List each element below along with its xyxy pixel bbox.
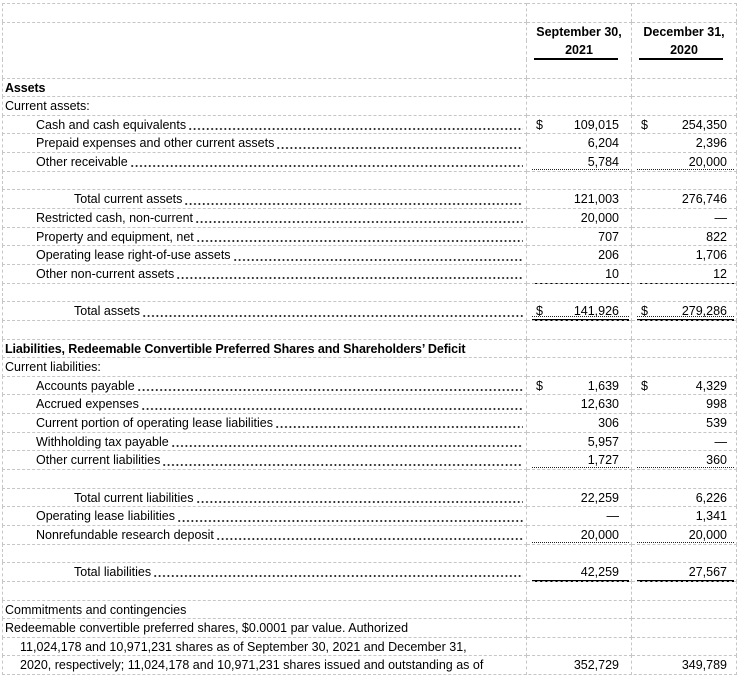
dot-leader (275, 414, 523, 433)
label-cell (2, 376, 527, 396)
amount: — (714, 434, 727, 449)
dollar-sign: $ (536, 117, 543, 132)
label-cell (2, 227, 527, 247)
label-cell (2, 413, 527, 433)
amount: 306 (598, 416, 619, 431)
row-label: Total current liabilities (74, 490, 194, 505)
dot-leader (216, 526, 523, 545)
label-cell (2, 637, 527, 657)
value-cell-col2 (632, 469, 737, 488)
value-cell-col1 (527, 637, 632, 657)
table-row (2, 339, 737, 358)
label-cell (2, 357, 527, 377)
row-label: Current assets: (5, 99, 90, 114)
dollar-sign: $ (536, 378, 543, 393)
amount: 27,567 (688, 565, 727, 580)
table-row (2, 376, 737, 395)
value-cell-col2 (632, 506, 737, 526)
row-label: 2020, respectively; 11,024,178 and 10,971,231 shares issued and outstanding as of (20, 658, 484, 673)
value-cell-col1 (527, 376, 632, 396)
label-cell (2, 544, 527, 563)
row-label: Other non-current assets (36, 266, 175, 281)
value-cell-col2 (632, 394, 737, 414)
value-cell-col2 (632, 562, 737, 582)
label-cell (2, 22, 527, 42)
value-cell-col1 (527, 450, 632, 470)
dot-leader (141, 395, 523, 414)
table-row (2, 488, 737, 507)
label-cell (2, 320, 527, 339)
value-cell-col1 (527, 618, 632, 638)
value-cell-col1 (527, 245, 632, 265)
value-cell-col1 (527, 600, 632, 620)
underline-rule (532, 542, 629, 543)
table-row (2, 264, 737, 283)
table-row (2, 357, 737, 376)
label-cell (2, 245, 527, 265)
amount: 352,729 (573, 658, 619, 673)
label-cell (2, 208, 527, 228)
balance-sheet-table (2, 3, 737, 675)
amount: 12 (713, 266, 727, 281)
value-cell-col2 (632, 655, 737, 675)
amount: 707 (598, 229, 619, 244)
table-row (2, 600, 737, 619)
table-row (2, 22, 737, 41)
underline-rule (532, 316, 629, 317)
value-cell-col1 (527, 40, 632, 60)
dot-leader (196, 489, 524, 508)
value-cell-col2 (632, 3, 737, 22)
column-header: 2020 (670, 43, 698, 58)
underline-rule (637, 169, 734, 170)
dot-leader (176, 265, 523, 284)
amount: 5,957 (587, 434, 619, 449)
table-row (2, 59, 737, 78)
label-cell (2, 655, 527, 675)
table-row (2, 469, 737, 488)
label-cell (2, 506, 527, 526)
table-row (2, 581, 737, 600)
value-cell-col2 (632, 488, 737, 508)
table-row (2, 78, 737, 97)
value-cell-col2 (632, 301, 737, 321)
amount: 22,259 (580, 490, 619, 505)
value-cell-col2 (632, 376, 737, 396)
amount: 1,727 (587, 453, 619, 468)
amount: 2,396 (695, 136, 727, 151)
value-cell-col1 (527, 152, 632, 172)
value-cell-col1 (527, 655, 632, 675)
row-label: Commitments and contingencies (5, 602, 187, 617)
value-cell-col1 (527, 581, 632, 600)
row-label: Withholding tax payable (36, 434, 169, 449)
table-row (2, 301, 737, 320)
amount: 1,341 (695, 509, 727, 524)
value-cell-col1 (527, 339, 632, 359)
amount: 42,259 (580, 565, 619, 580)
label-cell (2, 488, 527, 508)
value-cell-col1 (527, 525, 632, 545)
table-row (2, 152, 737, 171)
value-cell-col2 (632, 208, 737, 228)
dot-leader (195, 209, 523, 228)
value-cell-col1 (527, 59, 632, 78)
label-cell (2, 189, 527, 209)
underline-rule (532, 467, 629, 468)
column-header: 2021 (565, 43, 593, 58)
dollar-sign: $ (536, 304, 543, 319)
underline-rule (532, 169, 629, 170)
value-cell-col1 (527, 283, 632, 302)
dot-leader (153, 563, 523, 582)
dot-leader (276, 134, 523, 153)
value-cell-col2 (632, 22, 737, 42)
table-row (2, 115, 737, 134)
table-row (2, 40, 737, 59)
dot-leader (184, 190, 523, 209)
amount: 121,003 (573, 192, 619, 207)
dot-leader (171, 433, 523, 452)
label-cell (2, 600, 527, 620)
value-cell-col1 (527, 432, 632, 452)
row-label: Accrued expenses (36, 397, 139, 412)
row-label: Assets (5, 80, 46, 95)
value-cell-col2 (632, 618, 737, 638)
row-label: Redeemable convertible preferred shares, $0.0001 par value. Authorized (5, 621, 409, 636)
table-row (2, 133, 737, 152)
value-cell-col2 (632, 40, 737, 60)
value-cell-col1 (527, 506, 632, 526)
label-cell (2, 432, 527, 452)
dollar-sign: $ (641, 304, 648, 319)
value-cell-col2 (632, 450, 737, 470)
value-cell-col2 (632, 581, 737, 600)
label-cell (2, 394, 527, 414)
label-cell (2, 96, 527, 116)
value-cell-col2 (632, 432, 737, 452)
amount: — (714, 211, 727, 226)
amount: 10 (605, 266, 619, 281)
amount: 6,226 (695, 490, 727, 505)
value-cell-col2 (632, 357, 737, 377)
value-cell-col1 (527, 544, 632, 563)
amount: 349,789 (681, 658, 727, 673)
value-cell-col1 (527, 171, 632, 190)
amount: 20,000 (580, 211, 619, 226)
value-cell-col2 (632, 115, 737, 135)
value-cell-col2 (632, 525, 737, 545)
table-row (2, 96, 737, 115)
table-row (2, 655, 737, 674)
value-cell-col1 (527, 394, 632, 414)
dot-leader (188, 116, 523, 135)
row-label: Other receivable (36, 155, 128, 170)
table-row (2, 544, 737, 563)
value-cell-col2 (632, 96, 737, 116)
value-cell-col1 (527, 488, 632, 508)
row-label: Accounts payable (36, 378, 135, 393)
value-cell-col2 (632, 189, 737, 209)
value-cell-col1 (527, 96, 632, 116)
table-row (2, 208, 737, 227)
table-row (2, 283, 737, 302)
table-row (2, 413, 737, 432)
value-cell-col1 (527, 208, 632, 228)
amount: 822 (706, 229, 727, 244)
value-cell-col1 (527, 22, 632, 42)
column-header: December 31, (643, 24, 725, 39)
value-cell-col2 (632, 227, 737, 247)
value-cell-col1 (527, 413, 632, 433)
value-cell-col2 (632, 544, 737, 563)
table-row (2, 525, 737, 544)
amount: 109,015 (573, 117, 619, 132)
underline-rule (637, 542, 734, 543)
row-label: Other current liabilities (36, 453, 161, 468)
dot-leader (177, 507, 523, 526)
dot-leader (196, 228, 523, 247)
row-label: Operating lease right-of-use assets (36, 248, 231, 263)
row-label: Total liabilities (74, 565, 152, 580)
amount: 1,639 (587, 378, 619, 393)
amount: 206 (598, 248, 619, 263)
amount: 276,746 (681, 192, 727, 207)
row-label: 11,024,178 and 10,971,231 shares as of September 30, 2021 and December 31, (20, 639, 467, 654)
value-cell-col2 (632, 264, 737, 284)
amount: 539 (706, 416, 727, 431)
row-label: Total current assets (74, 192, 183, 207)
value-cell-col1 (527, 189, 632, 209)
column-header: September 30, (536, 24, 622, 39)
label-cell (2, 264, 527, 284)
value-cell-col2 (632, 245, 737, 265)
value-cell-col2 (632, 78, 737, 98)
label-cell (2, 133, 527, 153)
label-cell (2, 3, 527, 22)
value-cell-col1 (527, 115, 632, 135)
value-cell-col2 (632, 637, 737, 657)
label-cell (2, 152, 527, 172)
amount: 254,350 (681, 117, 727, 132)
value-cell-col2 (632, 59, 737, 78)
table-row (2, 562, 737, 581)
dot-leader (162, 451, 523, 470)
label-cell (2, 562, 527, 582)
table-row (2, 245, 737, 264)
value-cell-col1 (527, 3, 632, 22)
row-label: Prepaid expenses and other current assets (36, 136, 275, 151)
underline-rule (637, 467, 734, 468)
amount: 12,630 (580, 397, 619, 412)
amount: 998 (706, 397, 727, 412)
value-cell-col1 (527, 320, 632, 339)
table-row (2, 3, 737, 22)
dollar-sign: $ (641, 378, 648, 393)
value-cell-col2 (632, 320, 737, 339)
row-label: Operating lease liabilities (36, 509, 175, 524)
amount: 20,000 (580, 527, 619, 542)
value-cell-col2 (632, 339, 737, 359)
label-cell (2, 525, 527, 545)
label-cell (2, 115, 527, 135)
amount: 360 (706, 453, 727, 468)
underline-rule (637, 316, 734, 317)
dot-leader (130, 153, 523, 172)
label-cell (2, 59, 527, 78)
amount: 1,706 (695, 248, 727, 263)
table-row (2, 320, 737, 339)
value-cell-col2 (632, 171, 737, 190)
value-cell-col2 (632, 413, 737, 433)
value-cell-col1 (527, 301, 632, 321)
value-cell-col1 (527, 357, 632, 377)
row-label: Nonrefundable research deposit (36, 527, 214, 542)
table-row (2, 506, 737, 525)
value-cell-col2 (632, 133, 737, 153)
amount: 4,329 (695, 378, 727, 393)
label-cell (2, 40, 527, 60)
amount: 20,000 (688, 155, 727, 170)
label-cell (2, 171, 527, 190)
value-cell-col1 (527, 264, 632, 284)
dot-leader (142, 302, 523, 321)
row-label: Current liabilities: (5, 360, 101, 375)
table-row (2, 637, 737, 656)
label-cell (2, 78, 527, 98)
label-cell (2, 301, 527, 321)
value-cell-col1 (527, 562, 632, 582)
value-cell-col1 (527, 133, 632, 153)
row-label: Property and equipment, net (36, 229, 194, 244)
table-row (2, 432, 737, 451)
label-cell (2, 581, 527, 600)
label-cell (2, 339, 527, 359)
dot-leader (137, 377, 523, 396)
label-cell (2, 469, 527, 488)
table-row (2, 618, 737, 637)
table-row (2, 394, 737, 413)
amount: 6,204 (587, 136, 619, 151)
label-cell (2, 450, 527, 470)
value-cell-col2 (632, 152, 737, 172)
value-cell-col1 (527, 78, 632, 98)
label-cell (2, 618, 527, 638)
table-row (2, 227, 737, 246)
table-row (2, 171, 737, 190)
amount: — (606, 509, 619, 524)
value-cell-col1 (527, 227, 632, 247)
dollar-sign: $ (641, 117, 648, 132)
value-cell-col1 (527, 469, 632, 488)
row-label: Total assets (74, 304, 141, 319)
amount: 5,784 (587, 155, 619, 170)
value-cell-col2 (632, 600, 737, 620)
amount: 141,926 (573, 304, 619, 319)
table-row (2, 189, 737, 208)
value-cell-col2 (632, 283, 737, 302)
table-row (2, 450, 737, 469)
row-label: Restricted cash, non-current (36, 211, 194, 226)
label-cell (2, 283, 527, 302)
row-label: Liabilities, Redeemable Convertible Preferred Shares and Shareholders’ Deficit (5, 341, 466, 356)
row-label: Current portion of operating lease liabilities (36, 416, 273, 431)
row-label: Cash and cash equivalents (36, 117, 187, 132)
amount: 20,000 (688, 527, 727, 542)
amount: 279,286 (681, 304, 727, 319)
dot-leader (233, 246, 523, 265)
